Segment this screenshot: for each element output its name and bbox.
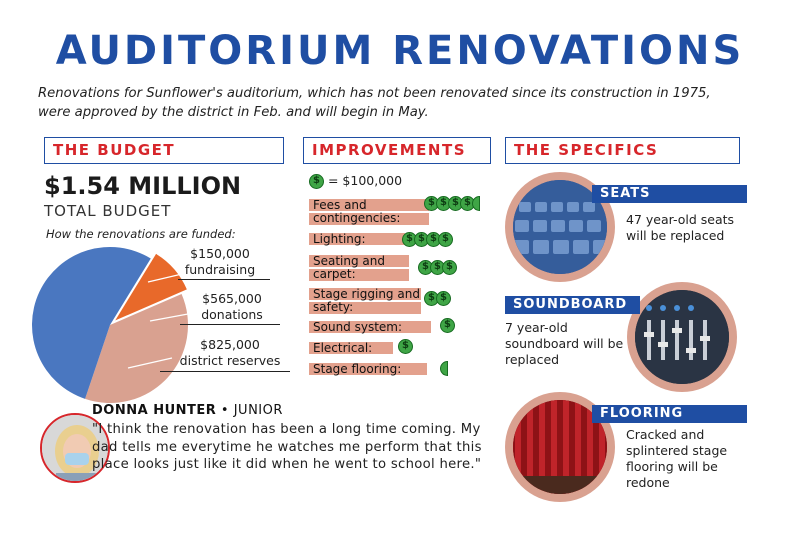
underline-district-reserves <box>160 371 290 372</box>
donations-amount: $565,000 <box>202 291 262 306</box>
coin-legend <box>309 173 402 189</box>
improvements-heading: IMPROVEMENTS <box>303 137 491 164</box>
coin-legend-text: = $100,000 <box>327 173 403 188</box>
improvement-coins <box>427 291 451 306</box>
improvement-row <box>309 232 449 246</box>
total-budget-amount: $1.54 MILLION <box>44 172 242 200</box>
improvement-coins <box>427 196 480 211</box>
district-reserves-name: district reserves <box>179 353 281 368</box>
dollar-coin-icon: $ <box>448 196 463 211</box>
quote-text: "I think the renovation has been a long time coming. My dad tells me everytime he watches me perform that this place looks just like it did when he went to school here." <box>92 422 482 472</box>
dollar-coin-icon: $ <box>436 291 451 306</box>
district-reserves-amount: $825,000 <box>200 337 260 352</box>
quote-role: JUNIOR <box>233 403 283 418</box>
spec-tag-soundboard: SOUNDBOARD <box>505 296 640 314</box>
spec-text-seats: 47 year-old seats will be replaced <box>626 212 735 243</box>
specifics-heading: THE SPECIFICS <box>505 137 740 164</box>
dollar-coin-icon: $ <box>398 339 413 354</box>
improvement-row <box>309 252 453 282</box>
improvement-label: Fees and contingencies: <box>313 198 401 225</box>
improvement-label: Stage flooring: <box>313 362 402 376</box>
subtitle: Renovations for Sunflower's auditorium, which has not been renovated since its construction in 1975, were approved by the district in Feb. and will begin in May. <box>38 86 711 120</box>
improvement-coins <box>443 361 448 376</box>
quote-name: DONNA HUNTER <box>92 403 217 418</box>
spec-text-soundboard: 7 year-old soundboard will be replaced <box>505 320 624 367</box>
dollar-coin-icon: $ <box>436 196 451 211</box>
dollar-coin-icon: $ <box>460 196 475 211</box>
dollar-coin-icon: $ <box>438 232 453 247</box>
dollar-coin-icon: $ <box>309 174 324 189</box>
pie-label-district-reserves <box>170 337 290 369</box>
spec-tag-flooring: FLOORING <box>592 405 747 423</box>
dollar-coin-icon: $ <box>440 318 455 333</box>
spec-tag-seats: SEATS <box>592 185 747 203</box>
dollar-coin-icon: $ <box>430 260 445 275</box>
improvement-coins <box>443 318 455 333</box>
funding-caption: How the renovations are funded: <box>46 227 236 241</box>
improvement-row <box>309 362 449 376</box>
dollar-coin-icon: $ <box>402 232 417 247</box>
improvement-label: Sound system: <box>313 320 403 334</box>
improvement-label: Stage rigging and safety: <box>313 287 420 314</box>
improvement-row <box>309 285 449 315</box>
quote-separator: • <box>220 403 230 418</box>
total-budget-label: TOTAL BUDGET <box>44 202 172 220</box>
improvement-coins <box>421 260 457 275</box>
improvement-coins <box>401 339 413 354</box>
half-dollar-coin-icon <box>472 196 480 211</box>
budget-heading: THE BUDGET <box>44 137 284 164</box>
improvement-label: Seating and carpet: <box>313 254 386 281</box>
improvement-row <box>309 341 449 355</box>
dollar-coin-icon: $ <box>424 291 439 306</box>
improvement-coins <box>405 232 453 247</box>
dollar-coin-icon: $ <box>418 260 433 275</box>
dollar-coin-icon: $ <box>426 232 441 247</box>
improvement-row <box>309 320 449 334</box>
fundraising-name: fundraising <box>184 262 256 277</box>
spec-text-flooring: Cracked and splintered stage flooring will be redone <box>626 427 728 490</box>
donations-name: donations <box>201 307 263 322</box>
soundboard-photo <box>627 282 737 392</box>
underline-donations <box>180 324 280 325</box>
improvement-label: Electrical: <box>313 341 373 355</box>
improvement-label: Lighting: <box>313 232 366 246</box>
pie-label-donations <box>192 291 272 323</box>
improvement-row <box>309 196 471 226</box>
pie-label-fundraising <box>180 246 260 278</box>
half-dollar-coin-icon <box>440 361 448 376</box>
underline-fundraising <box>178 279 270 280</box>
funding-pie-chart <box>0 240 310 410</box>
dollar-coin-icon: $ <box>414 232 429 247</box>
soundboard-illustration <box>635 290 729 384</box>
quote-attribution <box>92 403 283 418</box>
dollar-coin-icon: $ <box>442 260 457 275</box>
page-title: AUDITORIUM RENOVATIONS <box>55 28 745 74</box>
dollar-coin-icon: $ <box>424 196 439 211</box>
pie-slices <box>32 247 188 403</box>
fundraising-amount: $150,000 <box>190 246 250 261</box>
